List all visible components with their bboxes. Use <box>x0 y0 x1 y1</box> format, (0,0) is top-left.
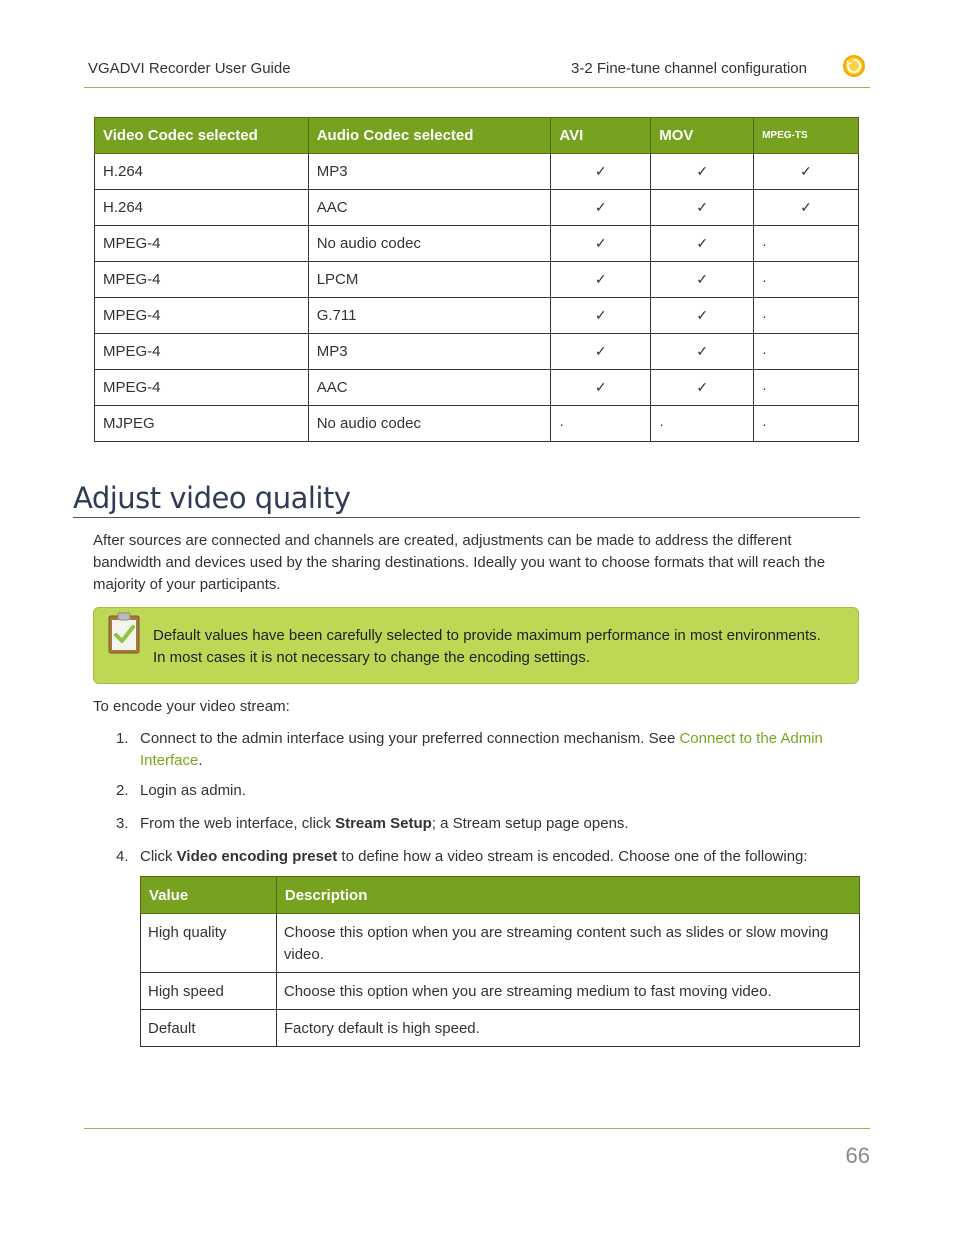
step-text-segment: Connect to the admin interface using your preferred connection mechanism. See <box>140 730 680 747</box>
step-text-segment: Click <box>140 848 177 865</box>
table-row <box>141 914 860 973</box>
support-mark: ✓ <box>754 154 859 190</box>
step-number: 3. <box>116 815 129 832</box>
table-cell: High quality <box>141 914 277 973</box>
table-cell: AAC <box>308 370 551 406</box>
step-text-segment: From the web interface, click <box>140 815 336 832</box>
table-cell: No audio codec <box>308 406 551 442</box>
step-text-segment: . <box>198 752 203 769</box>
page-number: 66 <box>845 1143 870 1168</box>
list-item <box>116 813 860 835</box>
table-cell: Choose this option when you are streaming content such as slides or slow moving video. <box>276 914 859 973</box>
note-text: Default values have been carefully selected to provide maximum performance in most environments. In most cases it is not necessary to change the encoding settings. <box>153 627 821 666</box>
step-number: 4. <box>116 848 129 865</box>
table-cell: No audio codec <box>308 226 551 262</box>
column-header: MPEG-TS <box>754 118 859 154</box>
column-header: AVI <box>551 118 651 154</box>
note-box <box>93 607 859 684</box>
support-mark: · <box>754 370 859 406</box>
header-divider <box>84 87 870 88</box>
support-mark: · <box>754 262 859 298</box>
column-header: Description <box>276 877 859 914</box>
table-cell: Choose this option when you are streaming medium to fast moving video. <box>276 973 859 1010</box>
list-item <box>116 846 860 868</box>
support-mark: ✓ <box>651 298 754 334</box>
table-cell: MP3 <box>308 334 551 370</box>
support-mark: ✓ <box>754 190 859 226</box>
chapter-title: 3-2 Fine-tune channel configuration <box>571 60 807 77</box>
table-row <box>95 226 859 262</box>
support-mark: · <box>754 334 859 370</box>
table-cell: MPEG-4 <box>95 298 309 334</box>
support-mark: ✓ <box>551 190 651 226</box>
step-text <box>140 813 860 835</box>
table-cell: MJPEG <box>95 406 309 442</box>
clock-logo-icon <box>842 54 866 78</box>
support-mark: · <box>754 226 859 262</box>
list-item <box>116 728 860 772</box>
step-number: 1. <box>116 730 129 747</box>
support-mark: ✓ <box>551 154 651 190</box>
table-row <box>95 298 859 334</box>
support-mark: ✓ <box>551 334 651 370</box>
table-row <box>95 190 859 226</box>
table-cell: AAC <box>308 190 551 226</box>
support-mark: · <box>651 406 754 442</box>
table-row <box>141 973 860 1010</box>
ui-term: Stream Setup <box>335 815 432 832</box>
table-row <box>141 1010 860 1047</box>
connect-admin-link[interactable]: Connect to the Admin Interface <box>140 730 823 769</box>
table-cell: LPCM <box>308 262 551 298</box>
table-row <box>95 154 859 190</box>
support-mark: ✓ <box>551 370 651 406</box>
heading-underline <box>73 517 860 518</box>
column-header: MOV <box>651 118 754 154</box>
step-text <box>140 846 860 868</box>
column-header: Value <box>141 877 277 914</box>
table-cell: G.711 <box>308 298 551 334</box>
table-cell: MPEG-4 <box>95 262 309 298</box>
footer-divider <box>84 1128 870 1129</box>
steps-intro: To encode your video stream: <box>93 698 290 715</box>
table-row <box>95 406 859 442</box>
step-text-segment: ; a Stream setup page opens. <box>431 815 629 832</box>
support-mark: ✓ <box>551 298 651 334</box>
document-title: VGADVI Recorder User Guide <box>88 60 291 77</box>
support-mark: ✓ <box>651 370 754 406</box>
column-header: Audio Codec selected <box>308 118 551 154</box>
table-header-row <box>95 118 859 154</box>
intro-paragraph: After sources are connected and channels are created, adjustments can be made to address the different bandwidth and devices used by the sharing destinations. Ideally you want to choose formats that will reach the majority of your participants. <box>93 532 826 593</box>
encoding-preset-table <box>140 876 860 1047</box>
table-cell: MPEG-4 <box>95 226 309 262</box>
support-mark: · <box>551 406 651 442</box>
table-row <box>95 262 859 298</box>
support-mark: ✓ <box>651 262 754 298</box>
support-mark: ✓ <box>651 190 754 226</box>
table-row <box>95 334 859 370</box>
support-mark: ✓ <box>551 262 651 298</box>
section-heading: Adjust video quality <box>73 481 351 515</box>
support-mark: ✓ <box>651 334 754 370</box>
step-text <box>140 728 860 772</box>
table-cell: Factory default is high speed. <box>276 1010 859 1047</box>
step-number: 2. <box>116 782 129 799</box>
table-cell: High speed <box>141 973 277 1010</box>
step-text-segment: to define how a video stream is encoded. Choose one of the following: <box>337 848 808 865</box>
table-cell: MPEG-4 <box>95 334 309 370</box>
support-mark: · <box>754 298 859 334</box>
table-row <box>95 370 859 406</box>
support-mark: ✓ <box>651 154 754 190</box>
table-cell: MP3 <box>308 154 551 190</box>
clipboard-check-icon <box>106 611 142 655</box>
table-cell: H.264 <box>95 154 309 190</box>
table-cell: MPEG-4 <box>95 370 309 406</box>
support-mark: · <box>754 406 859 442</box>
step-text: Login as admin. <box>140 782 246 799</box>
table-header-row <box>141 877 860 914</box>
column-header: Video Codec selected <box>95 118 309 154</box>
codec-compatibility-table <box>94 117 859 442</box>
table-cell: Default <box>141 1010 277 1047</box>
support-mark: ✓ <box>651 226 754 262</box>
support-mark: ✓ <box>551 226 651 262</box>
list-item <box>116 780 860 802</box>
ui-term: Video encoding preset <box>176 848 338 865</box>
table-cell: H.264 <box>95 190 309 226</box>
